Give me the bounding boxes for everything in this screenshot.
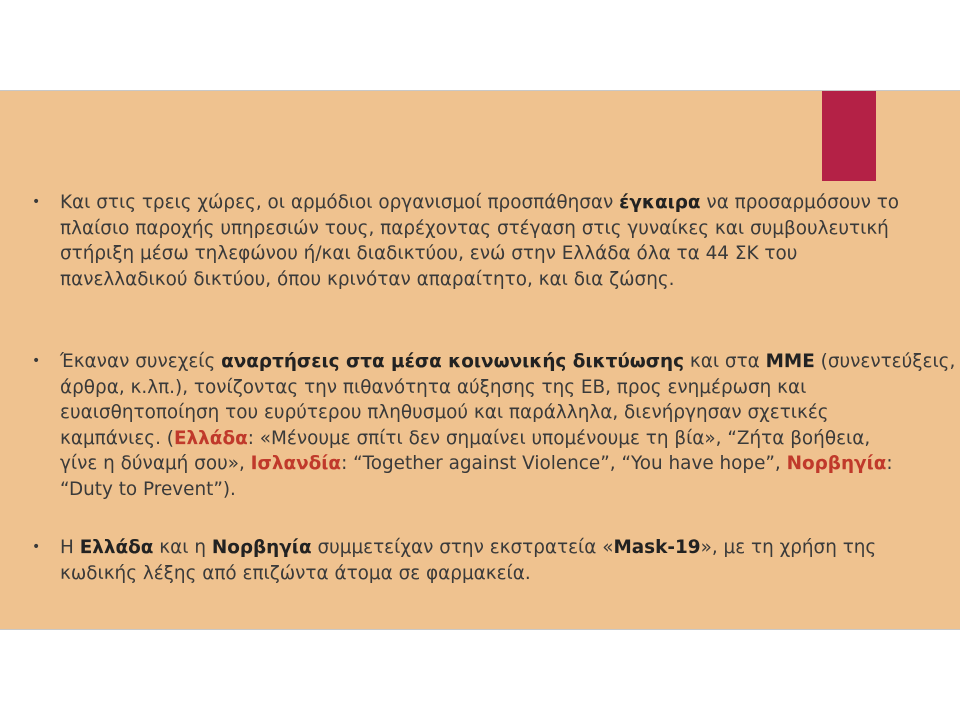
bullet-2-line-4 — [60, 426, 937, 452]
country-label-greece: Ελλάδα — [173, 427, 248, 449]
bullet-text-1 — [60, 190, 937, 292]
bullet-2-line-6: “Duty to Prevent”). — [60, 478, 236, 500]
country-label-norway: Νορβηγία — [786, 453, 887, 474]
text-run: γίνε η δύναμή σου», — [60, 453, 251, 474]
bullet-text-2 — [60, 349, 956, 502]
bullet-2-line-5 — [60, 451, 937, 477]
text-run: καμπάνιες. ( — [60, 427, 174, 449]
text-run: : — [886, 453, 893, 474]
bullet-icon: • — [32, 353, 41, 369]
text-run: και η — [153, 537, 212, 558]
bullet-1-line-3: στήριξη μέσω τηλεφώνου ή/και διαδικτύου, ενώ στην Ελλάδα όλα τα 44 ΣΚ του — [60, 243, 798, 264]
bullet-2-line-1 — [60, 349, 956, 375]
bullet-1-line-1 — [60, 190, 937, 216]
bullet-icon: • — [32, 539, 41, 555]
text-run: Η — [60, 537, 80, 558]
bullet-icon: • — [32, 194, 41, 210]
text-run: : “Together against Violence”, “You have hope”, — [341, 453, 787, 474]
bullet-item-1 — [32, 190, 937, 292]
text-run: : «Μένουμε σπίτι δεν σημαίνει υπομένουμε τη βία», “Ζήτα βοήθεια, — [247, 427, 871, 449]
text-run: Και στις τρεις χώρες, οι αρμόδιοι οργανισμοί προσπάθησαν — [60, 192, 620, 213]
text-run: », με τη χρήση της — [700, 537, 877, 558]
text-run: (συνεντεύξεις, — [814, 351, 956, 372]
text-run: να προσαρμόσουν το — [700, 192, 900, 213]
slide — [0, 90, 960, 630]
bold-term: Mask-19 — [613, 537, 701, 558]
bullet-item-2 — [32, 349, 956, 502]
country-label-iceland: Ισλανδία — [250, 453, 342, 474]
bold-term: ΜΜΕ — [765, 351, 815, 372]
text-run: και στα — [684, 351, 766, 372]
text-run: Έκαναν συνεχείς — [60, 351, 222, 372]
bullet-3-line-2: κωδικής λέξης από επιζώντα άτομα σε φαρμακεία. — [60, 562, 531, 584]
bold-term: Ελλάδα — [79, 537, 154, 558]
text-run: συμμετείχαν στην εκστρατεία « — [311, 537, 614, 558]
bullet-3-line-1 — [60, 535, 937, 561]
slide-content — [32, 91, 956, 631]
bullet-2-line-3: ευαισθητοποίηση του ευρύτερου πληθυσμού και παράλληλα, διενήργησαν σχετικές — [60, 402, 829, 423]
bullet-1-line-2: πλαίσιο παροχής υπηρεσιών τους, παρέχοντας στέγαση στις γυναίκες και συμβουλευτική — [60, 217, 889, 239]
bullet-text-3 — [60, 535, 937, 586]
bold-term: αναρτήσεις στα μέσα κοινωνικής δικτύωσης — [221, 351, 685, 372]
bullet-item-3 — [32, 535, 937, 586]
bullet-2-line-2: άρθρα, κ.λπ.), τονίζοντας την πιθανότητα αύξησης της ΕΒ, προς ενημέρωση και — [60, 376, 807, 398]
bold-term: έγκαιρα — [619, 192, 701, 213]
bold-term: Νορβηγία — [211, 537, 312, 558]
bullet-1-line-4: πανελλαδικού δικτύου, όπου κρινόταν απαραίτητο, και δια ζώσης. — [60, 268, 675, 290]
